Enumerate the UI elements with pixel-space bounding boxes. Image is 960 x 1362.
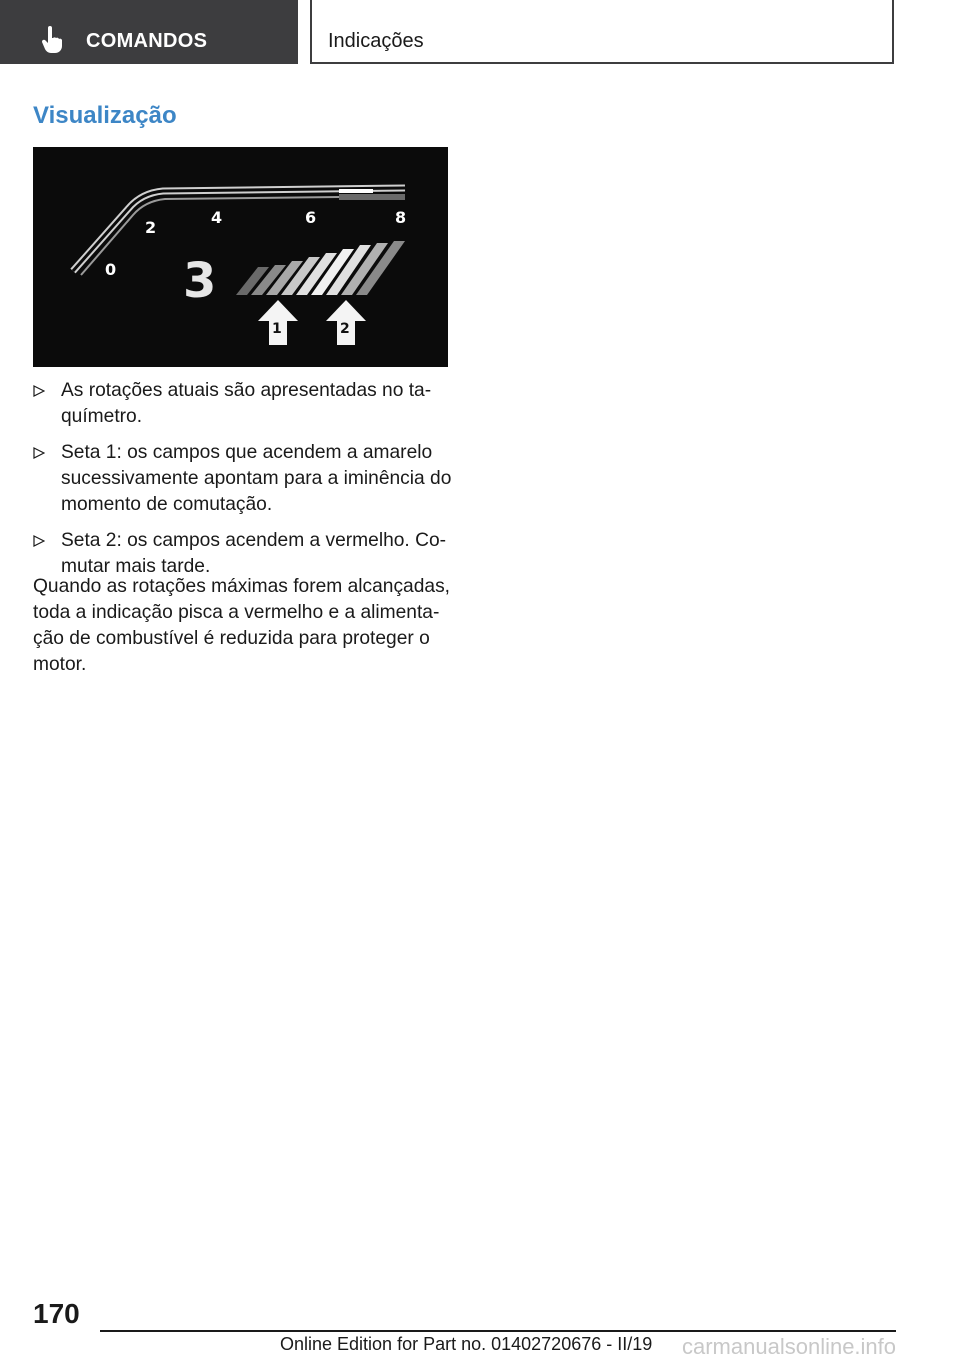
shift-stripes: [236, 241, 405, 295]
tick-label-4: 4: [211, 208, 223, 227]
arrow-1: [258, 300, 298, 345]
list-item: [33, 378, 453, 430]
section-label: Indicações: [328, 30, 424, 52]
list-item-text: Seta 1: os campos que acendem a amarelo sucessivamente apontam para a iminência do momento de comutação.: [61, 442, 452, 515]
bullet-list: [33, 378, 453, 590]
header-chapter-tab: [0, 0, 298, 64]
triangle-right-outline-icon: [33, 535, 45, 547]
list-item-text: As rotações atuais são apresentadas no ta- químetro.: [61, 380, 432, 427]
watermark[interactable]: carmanualsonline.info: [682, 1334, 897, 1359]
tick-label-8: 8: [395, 208, 407, 227]
arrow-1-label: 1: [272, 321, 282, 337]
tick-label-0: 0: [105, 260, 117, 279]
page-number: 170: [33, 1298, 80, 1329]
triangle-right-outline-icon: [33, 385, 45, 397]
tick-label-2: 2: [145, 218, 157, 237]
body-paragraph: Quando as rotações máximas forem alcançadas, toda a indicação pisca a vermelho e a alimenta- ção de combustível é reduzida para proteger o motor.: [33, 576, 451, 675]
tachometer-figure: [33, 147, 448, 367]
header-section-box: [310, 0, 894, 64]
section-title: Visualização: [33, 102, 177, 129]
gauge-redzone: [339, 194, 405, 200]
arrow-2-label: 2: [340, 321, 350, 337]
footer-divider: [100, 1330, 896, 1332]
triangle-right-outline-icon: [33, 447, 45, 459]
tick-label-6: 6: [305, 208, 317, 227]
list-item: [33, 528, 453, 580]
arrow-2: [326, 300, 366, 345]
chapter-label: COMANDOS: [86, 30, 208, 52]
edition-text: Online Edition for Part no. 01402720676 - II/19: [280, 1334, 653, 1354]
hand-pointer-icon: [40, 26, 64, 54]
tachometer-illustration: [33, 147, 448, 367]
list-item-text: Seta 2: os campos acendem a vermelho. Co- mutar mais tarde.: [61, 530, 447, 577]
gear-indicator: 3: [183, 253, 217, 309]
list-item: [33, 440, 453, 518]
